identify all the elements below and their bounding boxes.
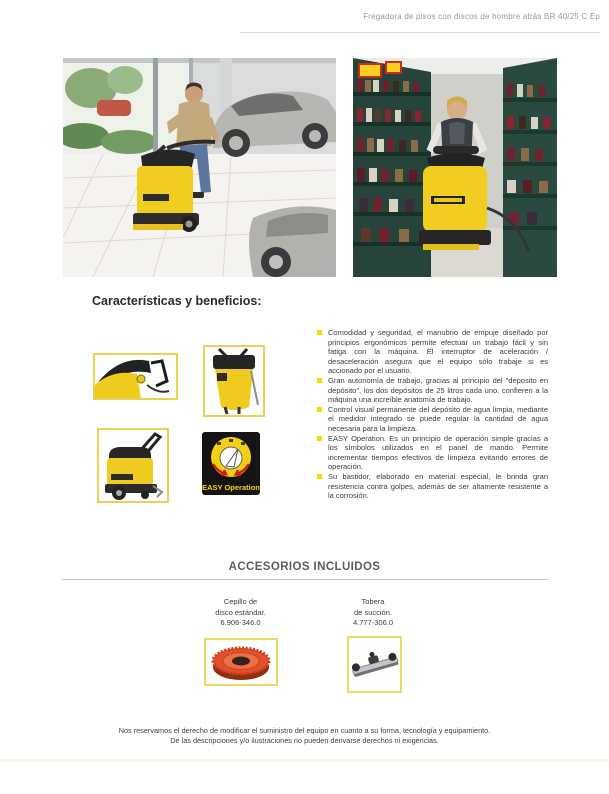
showroom-illustration bbox=[63, 58, 336, 277]
bullet-square-icon bbox=[317, 474, 322, 479]
photo-store-scene bbox=[353, 58, 557, 277]
bullet-square-icon bbox=[317, 330, 322, 335]
machine-top-view-illustration bbox=[205, 347, 263, 415]
store-illustration bbox=[353, 58, 557, 277]
thumbnail-handle-detail bbox=[93, 353, 178, 400]
wine-shelves-left bbox=[353, 58, 431, 277]
bottom-accent-band bbox=[0, 759, 609, 762]
footer-line-1: Nos reservamos el derecho de modificar el suministro del equipo en cuanto a su forma, tecnología y equipamiento. bbox=[118, 726, 491, 735]
accessory-name-line: disco estándar. bbox=[215, 607, 266, 617]
machine-side-view-illustration bbox=[99, 430, 167, 501]
feature-text: Su bastidor, elaborado en material especial, le brinda gran resistencia contra golpes, además de ser altamente resistente a la corrosión. bbox=[328, 471, 548, 501]
feature-text: EASY Operation. Es un principio de operación simple gracias a los símbolos utilizados en el panel de mando. Permite incrementar tiempos efectivos de limpieza evitando errores de operación. bbox=[328, 433, 548, 472]
accessories-heading: ACCESORIOS INCLUIDOS bbox=[228, 561, 381, 573]
accessory-part-number: 4.777-306.0 bbox=[352, 618, 394, 627]
accessories-divider bbox=[62, 579, 548, 580]
feature-item bbox=[317, 328, 548, 376]
bullet-square-icon bbox=[317, 436, 322, 441]
feature-item bbox=[317, 376, 548, 405]
accessory-part-number: 6.906-346.0 bbox=[220, 618, 261, 627]
footer-line-2: De las descripciones y/o ilustraciones no pueden derivarse derechos ni exigencias. bbox=[170, 735, 439, 745]
accessory-image-disc-brush bbox=[204, 638, 278, 686]
accessory-name-line: Cepillo de bbox=[223, 597, 258, 606]
bullet-square-icon bbox=[317, 378, 322, 383]
page-title: Fregadora de pisos con discos de hombre atrás BR 40/25 C Ep bbox=[363, 12, 600, 21]
wine-shelves-right bbox=[503, 58, 557, 277]
feature-item bbox=[317, 472, 548, 501]
accessory-name-line: Tobera bbox=[361, 597, 385, 606]
footer-disclaimer bbox=[0, 726, 609, 746]
thumbnail-machine-top-view bbox=[203, 345, 265, 417]
feature-text: Control visual permanente del depósito de agua limpia, mediante el medidor integrado se puede regular la cantidad de agua necesaria para la limpieza. bbox=[328, 404, 548, 433]
accessory-name-line: de succión. bbox=[354, 607, 392, 617]
handle-detail-illustration bbox=[95, 355, 176, 398]
bullet-square-icon bbox=[317, 407, 322, 412]
easy-operation-dial-icon bbox=[202, 432, 260, 482]
feature-item bbox=[317, 405, 548, 434]
header-divider bbox=[240, 32, 600, 33]
accessory-image-suction-nozzle bbox=[347, 636, 402, 693]
feature-text: Comodidad y seguridad, el manubrio de empuje diseñado por principios ergonómicos permite efectuar un trabajo fácil y sin fatiga con la máquina. El interruptor de aceleración / desaceleración asegura que el equipo sólo trabaje si es accionado por el usuario. bbox=[328, 328, 548, 376]
thumbnail-machine-side-view bbox=[97, 428, 169, 503]
disc-brush-illustration bbox=[207, 641, 276, 684]
easy-operation-logo bbox=[202, 432, 260, 495]
photo-showroom-scene bbox=[63, 58, 336, 277]
feature-text: Gran autonomía de trabajo, gracias al principio del "deposito en depósito", los dos depósitos de 25 litros cada uno, confieren a la máquina una increíble anatomía de trabajo. bbox=[328, 375, 548, 405]
features-heading: Características y beneficios: bbox=[92, 294, 262, 308]
suction-nozzle-illustration bbox=[350, 639, 400, 691]
accessory-label-brush bbox=[168, 597, 313, 629]
accessory-label-squeegee bbox=[303, 597, 443, 629]
easy-operation-label: EASY Operation bbox=[202, 483, 260, 492]
features-list bbox=[317, 328, 548, 501]
silver-car-2 bbox=[249, 206, 336, 277]
feature-item bbox=[317, 434, 548, 472]
